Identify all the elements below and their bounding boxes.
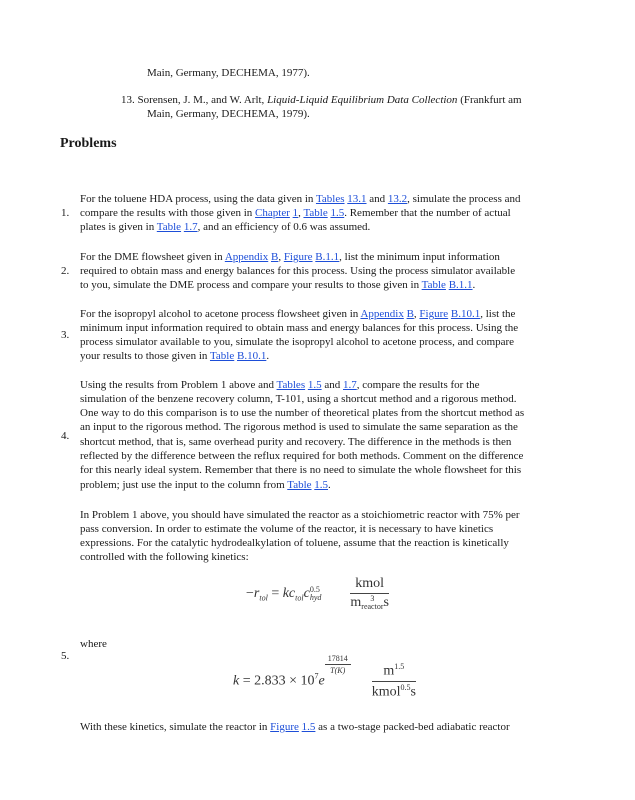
link-table[interactable]: Table bbox=[156, 221, 182, 233]
rate-equation bbox=[246, 576, 389, 611]
link-1-5[interactable]: 1.5 bbox=[330, 207, 345, 219]
meter-exponent: 3 bbox=[370, 594, 375, 603]
text: For the isopropyl alcohol to acetone process flowsheet given in bbox=[80, 308, 361, 320]
text: For the toluene HDA process, using the data given in bbox=[80, 193, 316, 205]
problem-3-number: 3. bbox=[61, 329, 70, 341]
link-13-1[interactable]: 13.1 bbox=[347, 193, 367, 205]
seconds: s bbox=[383, 595, 389, 611]
k-symbol: k bbox=[233, 673, 240, 689]
meter: m bbox=[350, 595, 362, 611]
link-figure[interactable]: Figure bbox=[419, 308, 449, 320]
problem-2-line-2: required to obtain mass and energy balances for this process. Using the process simulator available bbox=[80, 265, 516, 277]
rate-constant: kc bbox=[282, 585, 296, 601]
exponent-denominator: T(K) bbox=[330, 666, 346, 675]
problem-4-line-6: reflected by the difference between the reflux required for both methods. Comment on the difference bbox=[80, 450, 524, 462]
text: as a two-stage packed-bed adiabatic reactor bbox=[315, 721, 510, 733]
problem-3-line-3: process simulator available to you, simulate the isopropyl alcohol to acetone process, and compare bbox=[80, 336, 515, 348]
text: your results to those given in bbox=[80, 350, 210, 362]
link-b-1-1[interactable]: B.1.1 bbox=[315, 251, 340, 263]
link-1-7[interactable]: 1.7 bbox=[343, 379, 357, 391]
problem-4-line-8 bbox=[80, 478, 331, 492]
link-chapter-1[interactable]: 1 bbox=[292, 207, 299, 219]
link-table[interactable]: Table bbox=[421, 279, 446, 291]
text: , list the minimum input information bbox=[339, 251, 500, 263]
problem-5-line-1: In Problem 1 above, you should have simulated the reactor as a stoichiometric reactor with 75% per bbox=[80, 509, 520, 521]
problem-3-line-4 bbox=[80, 349, 269, 363]
problem-1-line-3 bbox=[80, 220, 370, 234]
problem-5-line-3: expressions. For the catalytic hydrodealkylation of toluene, assume that the reaction is kinetically bbox=[80, 537, 509, 549]
link-figure[interactable]: Figure bbox=[270, 721, 299, 733]
problem-3-line-1 bbox=[80, 307, 515, 321]
reference-13 bbox=[121, 93, 522, 107]
problem-3-line-2: minimum input information required to obtain mass and energy balances for this process. Using the bbox=[80, 322, 519, 334]
hydrogen-subscript: hyd bbox=[309, 592, 322, 602]
link-13-2[interactable]: 13.2 bbox=[387, 193, 408, 205]
link-b-10-1[interactable]: B.10.1 bbox=[237, 350, 267, 362]
meter: m bbox=[383, 663, 395, 679]
reference-13-publisher: (Frankfurt am bbox=[457, 94, 522, 106]
problem-5-where: where bbox=[80, 638, 107, 650]
reference-13-authors: 13. Sorensen, J. M., and W. Arlt, bbox=[121, 94, 268, 106]
text: . bbox=[266, 350, 270, 362]
text: problem; just use the input to the column from bbox=[80, 479, 288, 491]
link-tables[interactable]: Tables bbox=[276, 379, 306, 391]
problem-4-number: 4. bbox=[61, 430, 70, 442]
rate-subscript: tol bbox=[259, 593, 268, 603]
problem-4-line-3: One way to do this comparison is to use the number of theoretical plates from the shortcut method as bbox=[80, 407, 525, 419]
problem-2-line-1 bbox=[80, 250, 500, 264]
k-units-numerator bbox=[372, 662, 416, 682]
link-1-7[interactable]: 1.7 bbox=[183, 221, 198, 233]
exponential-e: e bbox=[318, 673, 325, 689]
problem-5-number: 5. bbox=[61, 650, 70, 662]
units-numerator: kmol bbox=[350, 576, 389, 594]
hydrogen-concentration: c bbox=[303, 585, 310, 601]
text: , bbox=[278, 251, 284, 263]
reactor-subscript: reactor bbox=[361, 602, 384, 611]
problem-4-line-1 bbox=[80, 378, 480, 392]
problem-2-line-3 bbox=[80, 278, 475, 292]
problem-5-line-2: pass conversion. In order to estimate the volume of the reactor, it is necessary to have kinetics bbox=[80, 523, 494, 535]
problem-5-last-line bbox=[80, 720, 510, 734]
text: , list the bbox=[480, 308, 516, 320]
rate-constant-equation bbox=[233, 654, 416, 700]
section-heading: Problems bbox=[60, 136, 117, 151]
equals-sign: = bbox=[267, 585, 283, 601]
minus-sign: − bbox=[246, 585, 254, 601]
link-appendix-b[interactable]: B bbox=[270, 251, 279, 263]
link-1-5[interactable]: 1.5 bbox=[301, 721, 316, 733]
text: , and an efficiency of 0.6 was assumed. bbox=[197, 221, 371, 233]
text: . Remember that the number of actual bbox=[344, 207, 511, 219]
problem-5-line-4: controlled with the following kinetics: bbox=[80, 551, 249, 563]
reference-12-tail: Main, Germany, DECHEMA, 1977). bbox=[147, 67, 310, 79]
rate-units bbox=[350, 576, 389, 611]
meter-exponent: 1.5 bbox=[394, 662, 405, 671]
text: , bbox=[298, 207, 304, 219]
problem-1-line-1 bbox=[80, 192, 521, 206]
exponent-fraction bbox=[325, 654, 351, 675]
problem-4-line-4: an input to the rigorous method. The rigorous method is used to simulate the same separation as the bbox=[80, 421, 518, 433]
problem-4-line-5: shortcut method, that is, same overhead purity and recovery. The difference in the methods is then bbox=[80, 436, 512, 448]
k-units bbox=[372, 662, 416, 700]
problem-2-number: 2. bbox=[61, 265, 70, 277]
problem-4-line-2: simulation of the benzene recovery column, T-101, using a shortcut method and a rigorous method. bbox=[80, 393, 517, 405]
text: , bbox=[413, 308, 420, 320]
kmol: kmol bbox=[371, 684, 401, 700]
link-1-5[interactable]: 1.5 bbox=[314, 479, 329, 491]
hydrogen-scripts bbox=[310, 586, 322, 602]
exponent-numerator: 17814 bbox=[325, 654, 351, 665]
problem-4-line-7: for this nearly ideal system. Remember that there is no need to simulate the whole flowsheet for this bbox=[80, 464, 522, 476]
coefficient: = 2.833 × 10 bbox=[239, 673, 315, 689]
text: With these kinetics, simulate the reactor in bbox=[80, 721, 271, 733]
problem-1-line-2 bbox=[80, 206, 511, 220]
units-denominator bbox=[350, 594, 389, 611]
link-table[interactable]: Table bbox=[287, 479, 312, 491]
toluene-subscript: tol bbox=[295, 593, 304, 603]
link-b-1-1[interactable]: B.1.1 bbox=[448, 279, 473, 291]
text: to you, simulate the DME process and compare your results to those given in bbox=[80, 279, 422, 291]
link-appendix[interactable]: Appendix bbox=[360, 308, 404, 320]
link-appendix-b[interactable]: B bbox=[406, 308, 414, 320]
rate-symbol: r bbox=[253, 585, 260, 601]
link-table[interactable]: Table bbox=[209, 350, 235, 362]
text: and bbox=[366, 193, 388, 205]
text: plates is given in bbox=[80, 221, 157, 233]
link-tables[interactable]: Tables bbox=[315, 193, 345, 205]
reference-13-line2: Main, Germany, DECHEMA, 1979). bbox=[147, 108, 310, 120]
kmol-exponent: 0.5 bbox=[400, 682, 411, 692]
power-of-ten: 7 bbox=[314, 671, 319, 681]
link-1-5[interactable]: 1.5 bbox=[307, 379, 322, 391]
text: , simulate the process and bbox=[407, 193, 521, 205]
meter-scripts bbox=[361, 595, 383, 611]
text: , compare the results for the bbox=[356, 379, 480, 391]
link-appendix[interactable]: Appendix bbox=[224, 251, 269, 263]
link-table[interactable]: Table bbox=[303, 207, 328, 219]
link-chapter[interactable]: Chapter bbox=[255, 207, 290, 219]
problem-1-number: 1. bbox=[61, 207, 70, 219]
seconds: s bbox=[410, 684, 416, 700]
hydrogen-exponent: 0.5 bbox=[309, 584, 320, 594]
reference-13-title: Liquid-Liquid Equilibrium Data Collection bbox=[267, 94, 458, 106]
text: Using the results from Problem 1 above and bbox=[80, 379, 277, 391]
text: compare the results with those given in bbox=[80, 207, 256, 219]
text: . bbox=[328, 479, 331, 491]
text: For the DME flowsheet given in bbox=[80, 251, 225, 263]
text: and bbox=[321, 379, 343, 391]
text: . bbox=[472, 279, 476, 291]
k-units-denominator bbox=[372, 682, 416, 701]
link-b-10-1[interactable]: B.10.1 bbox=[450, 308, 481, 320]
link-figure[interactable]: Figure bbox=[283, 251, 313, 263]
